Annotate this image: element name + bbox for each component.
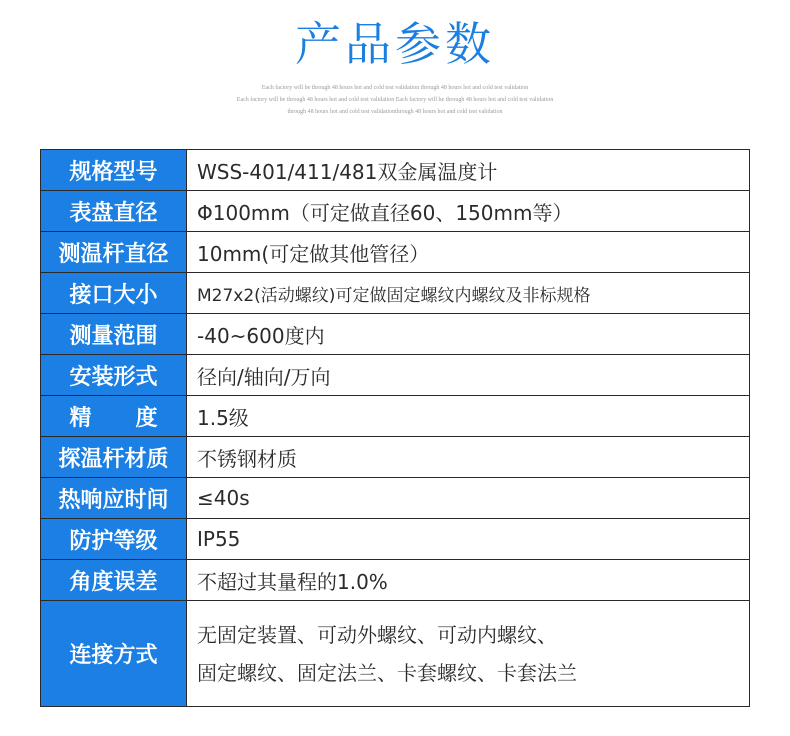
spec-value-line-2: 固定螺纹、固定法兰、卡套螺纹、卡套法兰 [197,660,577,685]
spec-row-angle-error [41,560,749,600]
spec-label: 精 度 [41,396,186,436]
spec-label: 接口大小 [41,273,186,313]
spec-value: -40~600度内 [186,314,749,354]
spec-value: 径向/轴向/万向 [186,355,749,395]
spec-row-connection-type [41,601,749,706]
spec-value: Φ100mm（可定做直径60、150mm等） [186,191,749,231]
spec-value: M27x2(活动螺纹)可定做固定螺纹内螺纹及非标规格 [186,273,749,313]
spec-row-dial-diameter [41,191,749,231]
spec-row-mounting [41,355,749,395]
spec-row-protection [41,519,749,559]
spec-value-line-1: 无固定装置、可动外螺纹、可动内螺纹、 [197,622,557,647]
spec-value: 10mm(可定做其他管径） [186,232,749,272]
spec-label: 探温杆材质 [41,437,186,477]
spec-row-probe-material [41,437,749,477]
spec-label: 防护等级 [41,519,186,559]
subtitle-line-2: Each factory will be through 48 hours hot and cold test validation Each factory will be through 48 hours hot and cold test validation [236,97,554,103]
subtitle-line-3: through 48 hours hot and cold test validationthrough 48 hours hot and cold test validation [287,109,503,115]
spec-value: 不锈钢材质 [186,437,749,477]
spec-row-probe-diameter [41,232,749,272]
subtitle-line-1: Each factory will be through 48 hours hot and cold test validation through 48 hours hot and cold test validation [261,85,529,91]
spec-value: IP55 [186,519,749,559]
spec-value: ≤40s [186,478,749,518]
spec-label: 表盘直径 [41,191,186,231]
spec-label: 连接方式 [41,601,186,706]
spec-row-connection-size [41,273,749,313]
spec-value: 不超过其量程的1.0% [186,560,749,600]
spec-row-model [41,150,749,190]
spec-label: 安装形式 [41,355,186,395]
spec-label: 热响应时间 [41,478,186,518]
page-title: 产品参数 [295,17,495,71]
spec-row-accuracy [41,396,749,436]
spec-label: 测温杆直径 [41,232,186,272]
spec-label: 测量范围 [41,314,186,354]
spec-label: 规格型号 [41,150,186,190]
spec-value [186,601,749,706]
spec-row-range [41,314,749,354]
spec-value: WSS-401/411/481双金属温度计 [186,150,749,190]
spec-row-response-time [41,478,749,518]
spec-label: 角度误差 [41,560,186,600]
spec-table [40,149,750,707]
spec-value: 1.5级 [186,396,749,436]
